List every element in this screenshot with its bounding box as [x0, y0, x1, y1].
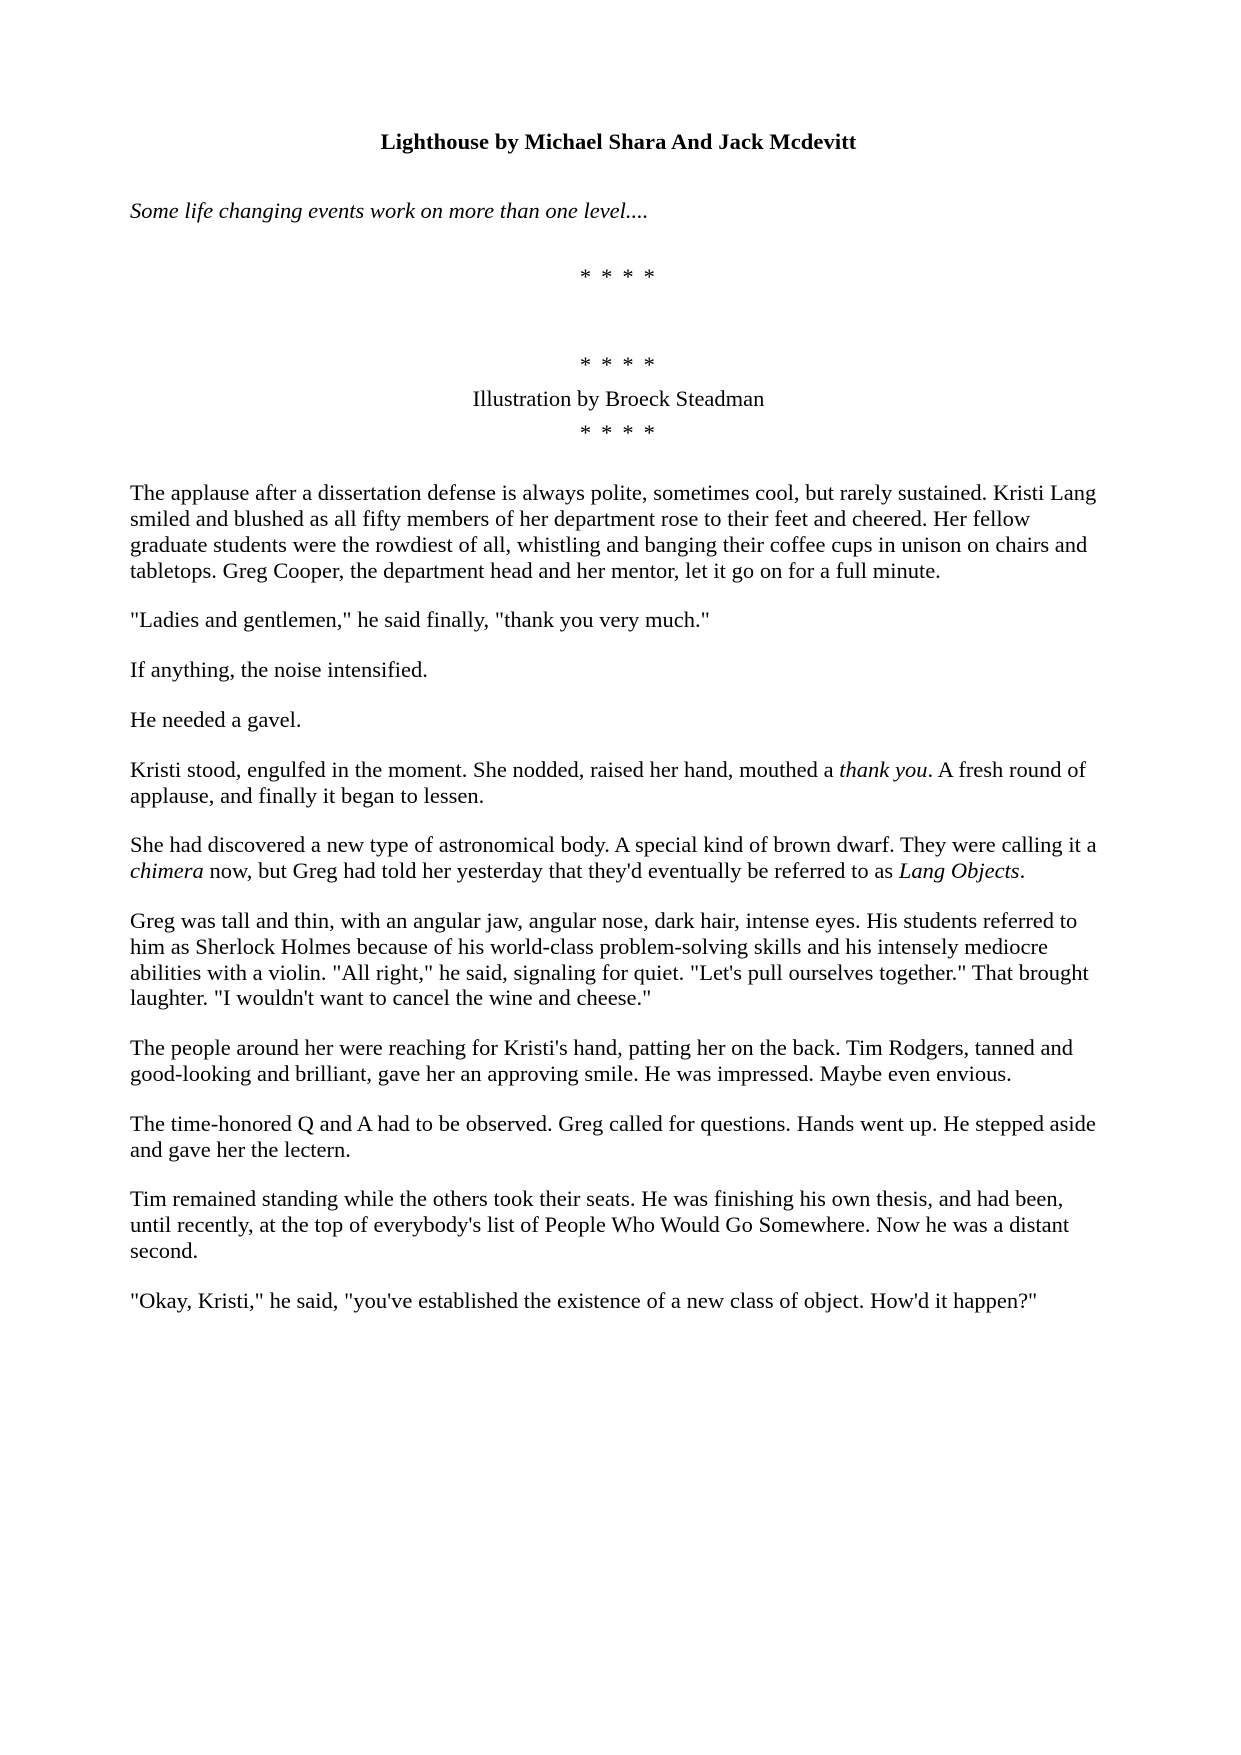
story-paragraph: The time-honored Q and A had to be observed. Greg called for questions. Hands went up. He stepped aside and gave her the lectern. [130, 1110, 1096, 1162]
story-paragraph: "Ladies and gentlemen," he said finally, "thank you very much." [130, 607, 710, 633]
emphasis-text: Lang Objects [898, 858, 1020, 884]
story-paragraph: He needed a gavel. [130, 707, 302, 733]
story-paragraph: Kristi stood, engulfed in the moment. She nodded, raised her hand, mouthed a thank you. A fresh round of applause, and finally it began to lessen. [130, 756, 1086, 808]
story-paragraph: The applause after a dissertation defense is always polite, sometimes cool, but rarely sustained. Kristi Lang smiled and blushed as all fifty members of her department rose to their feet and cheered. Her fellow graduate students were the rowdiest of all, whistling and banging their coffee cups in unison on chairs and tabletops. Greg Cooper, the department head and her mentor, let it go on for a full minute. [130, 480, 1097, 583]
section-separator-3: * * * * [579, 420, 658, 445]
emphasis-text: chimera [130, 858, 204, 884]
story-paragraph: If anything, the noise intensified. [130, 657, 428, 683]
story-paragraph: Greg was tall and thin, with an angular jaw, angular nose, dark hair, intense eyes. His students referred to him as Sherlock Holmes because of his world-class problem-solving skills and his intensely mediocre abilities with a violin. "All right," he said, signaling for quiet. "Let's pull ourselves together." That brought laughter. "I wouldn't want to cancel the wine and cheese." [130, 908, 1089, 1011]
emphasis-text: thank you [839, 756, 928, 782]
illustration-credit: Illustration by Broeck Steadman [472, 385, 765, 411]
story-body [130, 480, 1107, 1313]
story-paragraph: The people around her were reaching for Kristi's hand, patting her on the back. Tim Rodgers, tanned and good-looking and brilliant, gave her an approving smile. He was impressed. Maybe even envious. [130, 1035, 1073, 1086]
page-title [130, 128, 1107, 156]
tagline: Some life changing events work on more than one level.... [130, 198, 649, 224]
title-bold-part: Lighthouse [380, 129, 490, 154]
section-separator-1: * * * * [579, 264, 658, 290]
story-paragraph: She had discovered a new type of astronomical body. A special kind of brown dwarf. They were calling it a chimera now, but Greg had told her yesterday that they'd eventually be referred to as Lang Objects. [130, 832, 1097, 884]
story-paragraph: "Okay, Kristi," he said, "you've established the existence of a new class of object. How'd it happen?" [130, 1287, 1038, 1313]
section-separator-2: * * * * [579, 351, 658, 377]
title-byline: by Michael Shara And Jack Mcdevitt [489, 129, 857, 154]
story-paragraph: Tim remained standing while the others took their seats. He was finishing his own thesis, and had been, until recently, at the top of everybody's list of People Who Would Go Somewhere. Now he was a distant second. [130, 1186, 1070, 1263]
